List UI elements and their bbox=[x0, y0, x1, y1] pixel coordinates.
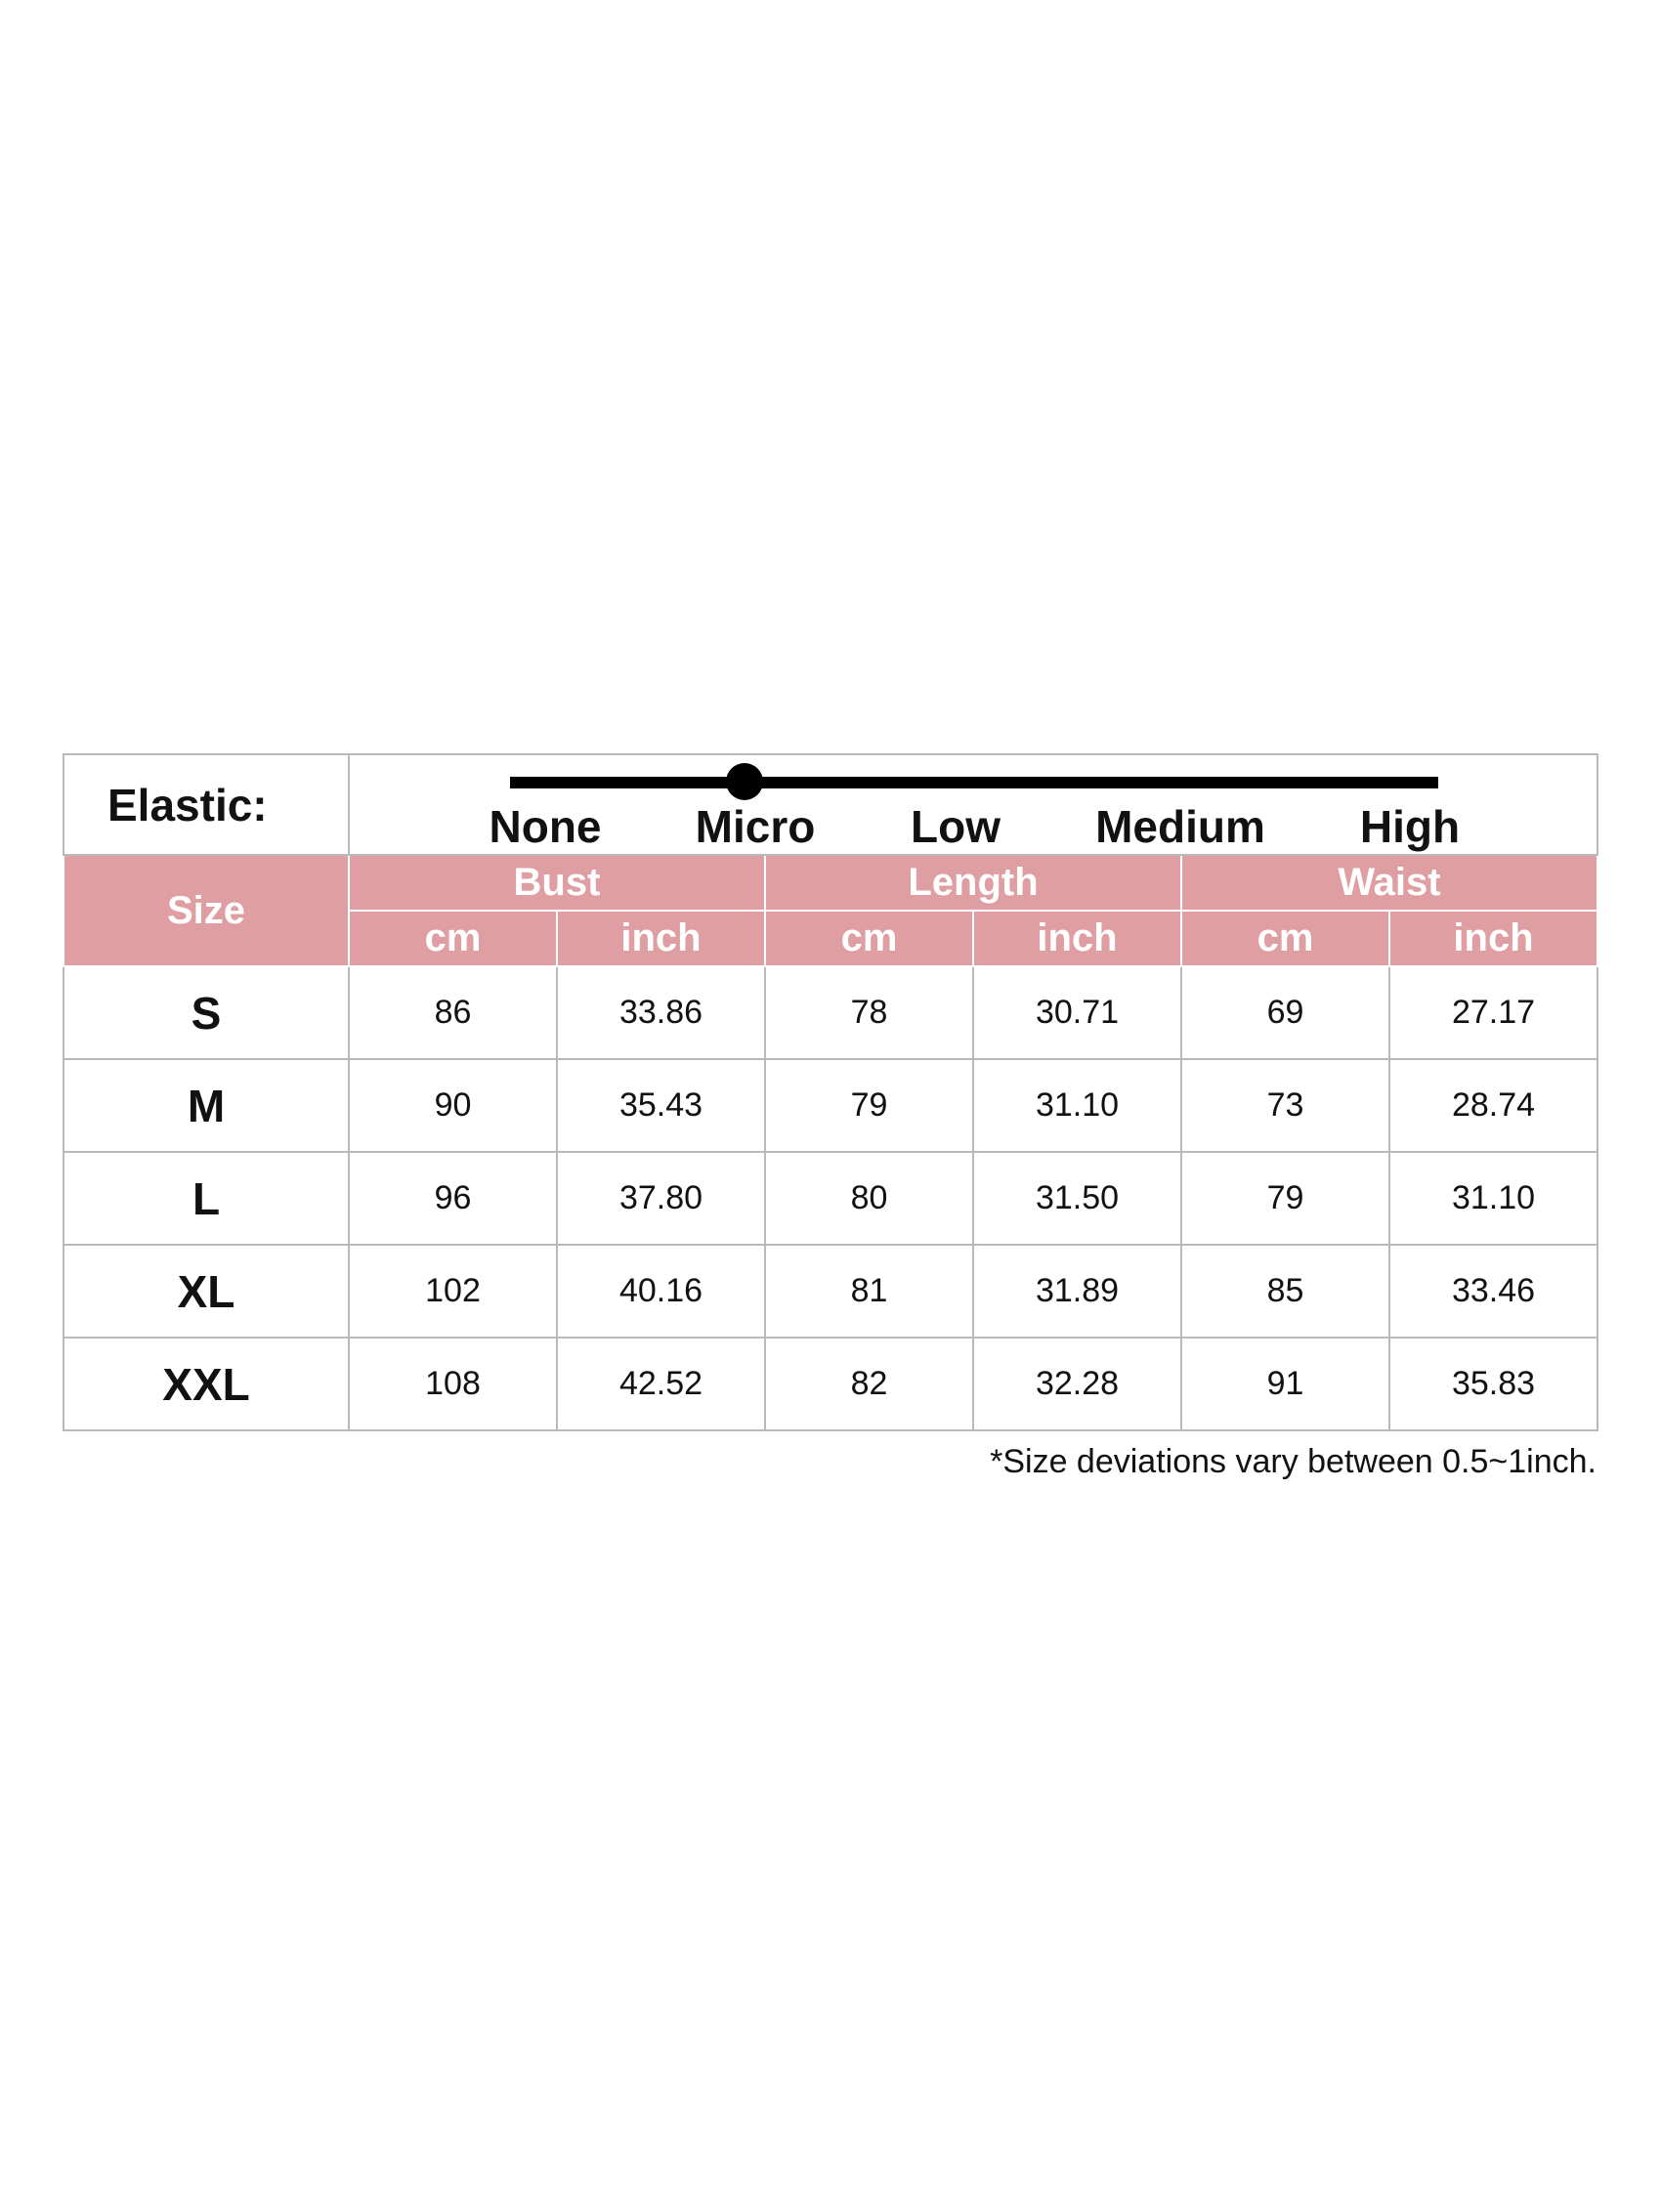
elastic-level-low: Low bbox=[911, 801, 1001, 852]
table-cell: 108 bbox=[349, 1338, 557, 1430]
table-cell: 31.89 bbox=[973, 1245, 1181, 1338]
table-cell: 86 bbox=[349, 966, 557, 1059]
table-cell: 35.83 bbox=[1389, 1338, 1597, 1430]
table-cell: 91 bbox=[1181, 1338, 1389, 1430]
elastic-level-high: High bbox=[1359, 801, 1461, 852]
unit-header: inch bbox=[557, 911, 765, 966]
table-cell: 31.50 bbox=[973, 1152, 1181, 1245]
table-row bbox=[64, 1152, 1597, 1245]
table-row bbox=[64, 1059, 1597, 1152]
size-label: L bbox=[64, 1152, 349, 1245]
table-cell: 78 bbox=[765, 966, 973, 1059]
elastic-levels bbox=[350, 800, 1597, 851]
table-cell: 32.28 bbox=[973, 1338, 1181, 1430]
unit-header: inch bbox=[1389, 911, 1597, 966]
size-header: Size bbox=[64, 855, 349, 966]
table-cell: 27.17 bbox=[1389, 966, 1597, 1059]
table-cell: 33.46 bbox=[1389, 1245, 1597, 1338]
table-cell: 102 bbox=[349, 1245, 557, 1338]
table-cell: 79 bbox=[1181, 1152, 1389, 1245]
group-header-row bbox=[64, 855, 1597, 911]
size-table bbox=[63, 753, 1598, 1431]
size-deviation-note: *Size deviations vary between 0.5~1inch. bbox=[990, 1443, 1597, 1480]
table-cell: 79 bbox=[765, 1059, 973, 1152]
table-row bbox=[64, 1245, 1597, 1338]
table-cell: 85 bbox=[1181, 1245, 1389, 1338]
table-cell: 90 bbox=[349, 1059, 557, 1152]
size-label: XXL bbox=[64, 1338, 349, 1430]
size-label: XL bbox=[64, 1245, 349, 1338]
size-label: S bbox=[64, 966, 349, 1059]
size-label: M bbox=[64, 1059, 349, 1152]
elastic-level-medium: Medium bbox=[1095, 801, 1265, 852]
elastic-level-micro: Micro bbox=[695, 801, 816, 852]
table-cell: 82 bbox=[765, 1338, 973, 1430]
table-cell: 37.80 bbox=[557, 1152, 765, 1245]
elastic-row bbox=[64, 754, 1597, 855]
table-cell: 80 bbox=[765, 1152, 973, 1245]
table-cell: 33.86 bbox=[557, 966, 765, 1059]
table-cell: 81 bbox=[765, 1245, 973, 1338]
elastic-scale-marker bbox=[726, 763, 763, 800]
table-cell: 42.52 bbox=[557, 1338, 765, 1430]
table-cell: 28.74 bbox=[1389, 1059, 1597, 1152]
size-chart bbox=[63, 753, 1597, 1480]
unit-header: cm bbox=[349, 911, 557, 966]
elastic-level-none: None bbox=[489, 801, 602, 852]
unit-header: inch bbox=[973, 911, 1181, 966]
elastic-scale-line bbox=[510, 777, 1438, 788]
elastic-label: Elastic: bbox=[64, 754, 349, 855]
table-cell: 40.16 bbox=[557, 1245, 765, 1338]
table-cell: 31.10 bbox=[1389, 1152, 1597, 1245]
group-header-length: Length bbox=[765, 855, 1181, 911]
table-cell: 69 bbox=[1181, 966, 1389, 1059]
group-header-waist: Waist bbox=[1181, 855, 1597, 911]
table-cell: 35.43 bbox=[557, 1059, 765, 1152]
unit-header: cm bbox=[765, 911, 973, 966]
unit-header: cm bbox=[1181, 911, 1389, 966]
table-row bbox=[64, 1338, 1597, 1430]
table-row bbox=[64, 966, 1597, 1059]
table-cell: 30.71 bbox=[973, 966, 1181, 1059]
table-cell: 96 bbox=[349, 1152, 557, 1245]
group-header-bust: Bust bbox=[349, 855, 765, 911]
table-cell: 73 bbox=[1181, 1059, 1389, 1152]
table-cell: 31.10 bbox=[973, 1059, 1181, 1152]
elastic-scale bbox=[349, 754, 1597, 855]
